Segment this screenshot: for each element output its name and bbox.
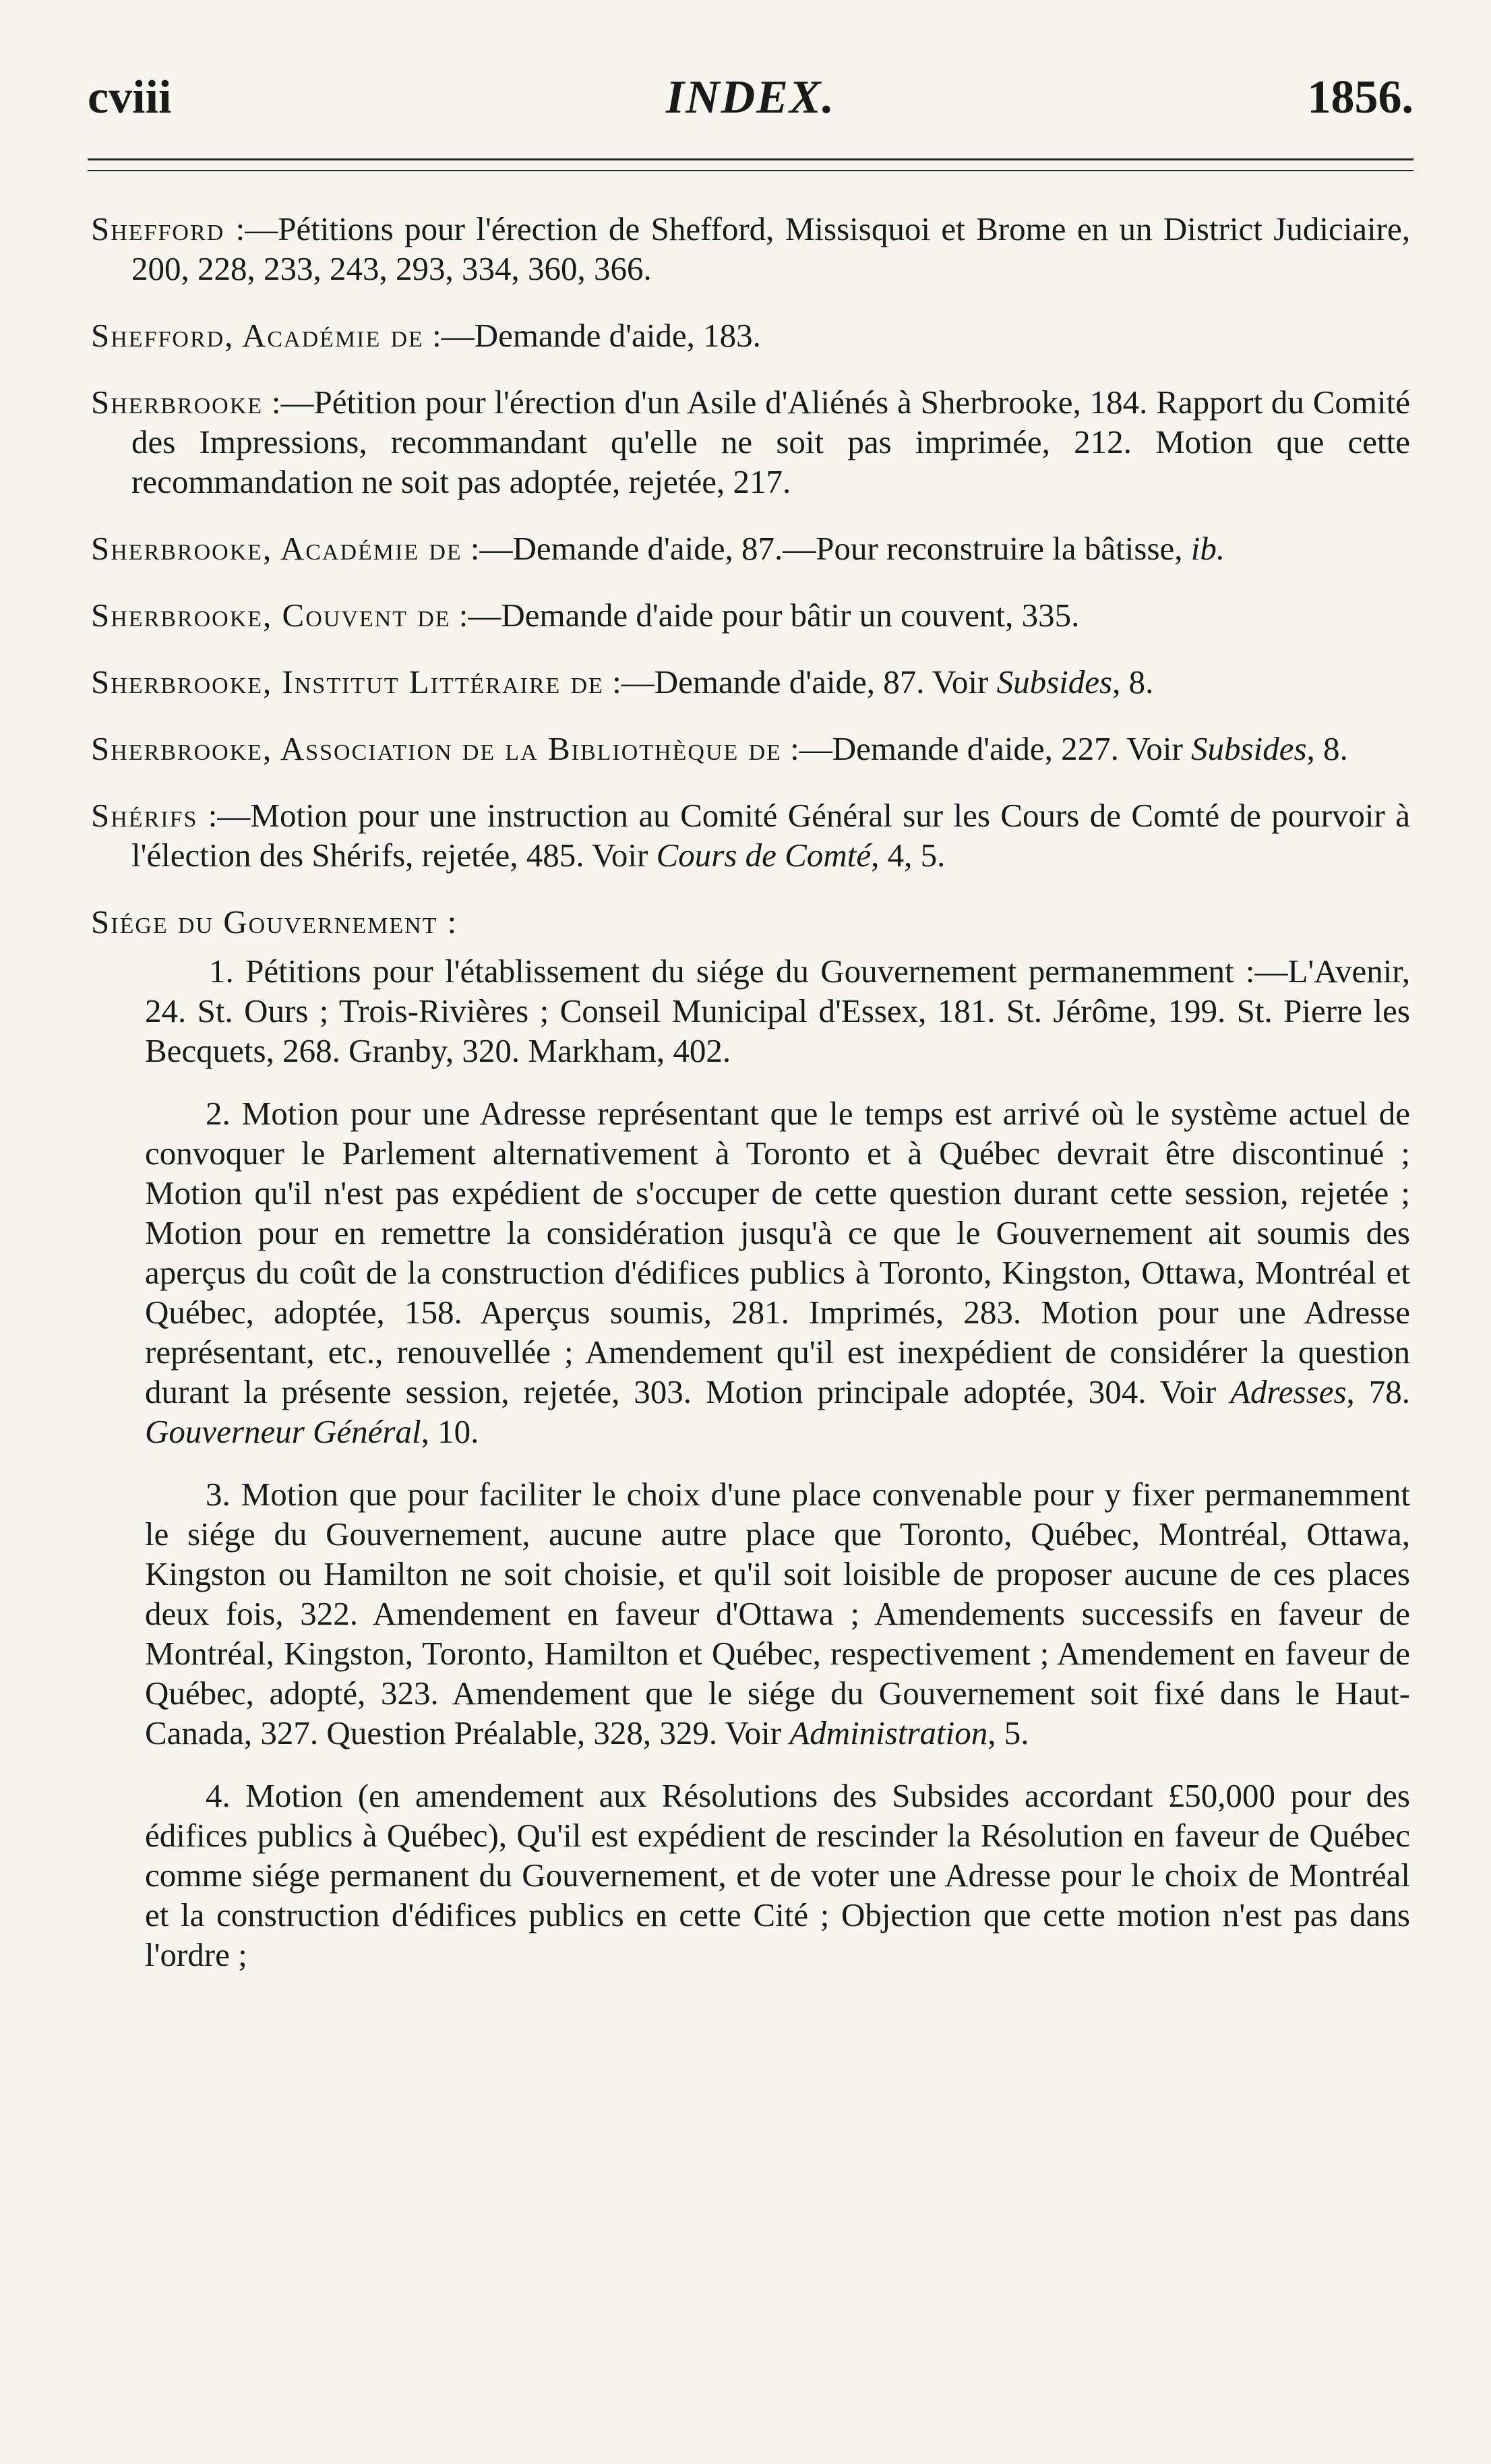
entry-head: Sherbrooke, Couvent de — [91, 597, 451, 634]
entry-text: Demande d'aide, 87. Voir — [654, 663, 997, 700]
entry-text: Pétitions pour l'érection de Shefford, Missisquoi et Brome en un District Judiciaire, 200, 228, 233, 243, 293, 334, 360, 366. — [131, 210, 1410, 287]
entry-head: Shefford, Académie de — [91, 317, 424, 354]
paragraph-text: 3. Motion que pour faciliter le choix d'une place convenable pour y fixer permanemment le siége du Gouvernement, aucune autre place que Toronto, Québec, Montréal, Ottawa, Kingston ou Hamilton ne soit choisie, et qu'il soit loisible de proposer aucune de ces places deux fois, 322. Amendement en faveur d'Ottawa ; Amendements successifs en faveur de Montréal, Kingston, Toronto, Hamilton et Québec, respectivement ; Amendement en faveur de Québec, adopté, 323. Amendement que le siége du Gouvernement soit fixé dans le Haut-Canada, 327. Question Préalable, 328, 329. Voir — [145, 1476, 1410, 1751]
paragraph-text: 2. Motion pour une Adresse représentant que le temps est arrivé où le système actuel de convoquer le Parlement alternativement à Toronto et à Québec devrait être discontinué ; Motion qu'il n'est pas expédient de s'occuper de cette question durant cette session, rejetée ; Motion pour en remettre la considération jusqu'à ce que le Gouvernement ait soumis des aperçus du coût de la construction d'édifices publics à Toronto, Kingston, Ottawa, Montréal et Québec, adoptée, 158. Aperçus soumis, 281. Imprimés, 283. Motion pour une Adresse représentant, etc., renouvellée ; Amendement qu'il est inexpédient de considérer la question durant la présente session, rejetée, 303. Motion principale adoptée, 304. Voir — [145, 1095, 1410, 1410]
siege-paragraph-3 — [91, 1474, 1410, 1753]
entry-italic-ref: ib. — [1190, 530, 1225, 567]
entry-head: Shérifs — [91, 797, 198, 834]
entry-italic-ref: Subsides — [1191, 730, 1307, 767]
page-header — [88, 71, 1413, 131]
italic-ref-adresses: Adresses — [1230, 1373, 1347, 1410]
italic-ref-administration: Administration — [789, 1714, 988, 1751]
entry-text: Demande d'aide pour bâtir un couvent, 335. — [501, 597, 1080, 634]
index-content — [91, 209, 1410, 1997]
header-rule — [88, 158, 1413, 171]
entry-separator: :— — [781, 730, 832, 767]
siege-paragraph-1: 1. Pétitions pour l'établissement du siége du Gouvernement permanemment :—L'Avenir, 24. St. Ours ; Trois-Rivières ; Conseil Municipal d'Essex, 181. St. Jérôme, 199. St. Pierre les Becquets, 268. Granby, 320. Markham, 402. — [145, 953, 1410, 1069]
entry-text: Demande d'aide, 87.—Pour reconstruire la bâtisse, — [512, 530, 1191, 567]
entry-text: Pétition pour l'érection d'un Asile d'Aliénés à Sherbrooke, 184. Rapport du Comité des Impressions, recommandant qu'elle ne soit pas imprimée, 212. Motion que cette recommandation ne soit pas adoptée, rejetée, 217. — [131, 384, 1410, 500]
entry-head: Sherbrooke, Académie de — [91, 530, 462, 567]
entry-head: Sherbrooke — [91, 384, 264, 421]
page-number: cviii — [88, 71, 172, 123]
index-entry-sherifs — [91, 795, 1410, 875]
index-entry-sherbrooke-academie — [91, 529, 1410, 568]
entry-text: Motion pour une instruction au Comité Général sur les Cours de Comté de pourvoir à l'élection des Shérifs, rejetée, 485. Voir — [131, 797, 1410, 874]
entry-tail: , 8. — [1306, 730, 1348, 767]
entry-separator: :— — [450, 597, 501, 634]
italic-ref-gouverneur: Gouverneur Général — [145, 1413, 421, 1450]
entry-tail: , 8. — [1112, 663, 1154, 700]
entry-separator: :— — [263, 384, 314, 421]
page-title: INDEX. — [665, 71, 836, 123]
index-entry-sherbrooke — [91, 382, 1410, 502]
index-entry-shefford-academie — [91, 315, 1410, 355]
entry-head: Shefford — [91, 210, 225, 247]
index-entry-sherbrooke-institut — [91, 662, 1410, 702]
siege-paragraph-4: 4. Motion (en amendement aux Résolutions des Subsides accordant £50,000 pour des édifices publics à Québec), Qu'il est expédient de rescinder la Résolution en faveur de Québec comme siége permanent du Gouvernement, et de voter une Adresse pour le choix de Montréal et la construction d'édifices publics en cette Cité ; Objection que cette motion n'est pas dans l'ordre ; — [145, 1777, 1410, 1973]
index-entry-sherbrooke-couvent — [91, 595, 1410, 635]
index-entry-sherbrooke-bibliotheque — [91, 729, 1410, 769]
entry-separator: :— — [603, 663, 655, 700]
paragraph-tail: , 5. — [987, 1714, 1029, 1751]
entry-text: Demande d'aide, 227. Voir — [832, 730, 1192, 767]
entry-italic-ref: Cours de Comté — [656, 837, 872, 874]
entry-separator: :— — [462, 530, 513, 567]
entry-head: Sherbrooke, Association de la Bibliothèque de — [91, 730, 782, 767]
entry-separator: :— — [224, 210, 278, 247]
section-head-siege: Siége du Gouvernement : — [91, 903, 458, 940]
entry-italic-ref: Subsides — [996, 663, 1113, 700]
siege-paragraph-2 — [91, 1093, 1410, 1451]
entry-tail: , 4, 5. — [871, 837, 946, 874]
paragraph-text-mid: , 78. — [1346, 1373, 1410, 1410]
index-entry-shefford — [91, 209, 1410, 289]
entry-text: Demande d'aide, 183. — [474, 317, 761, 354]
entry-separator: :— — [197, 797, 251, 834]
paragraph-tail: , 10. — [421, 1413, 479, 1450]
page-year: 1856. — [1307, 71, 1413, 123]
entry-separator: :— — [423, 317, 475, 354]
entry-head: Sherbrooke, Institut Littéraire de — [91, 663, 604, 700]
